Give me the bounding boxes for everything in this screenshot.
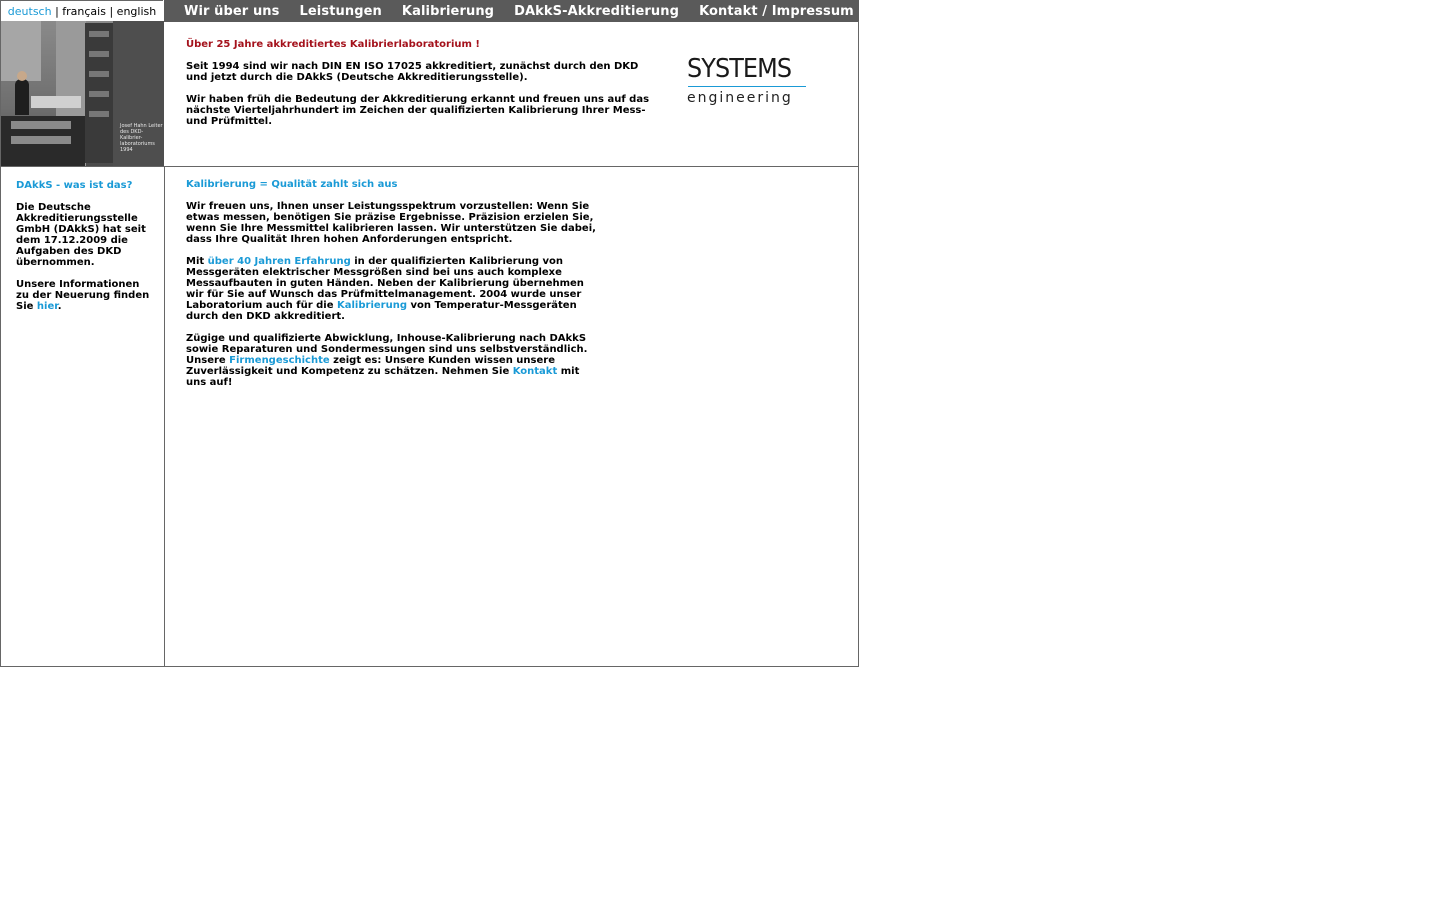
logo-engineering-text: engineering (687, 90, 793, 106)
header-paragraph-1: Seit 1994 sind wir nach DIN EN ISO 17025 akkreditiert, zunächst durch den DKD und jetzt durch die DAkkS (Deutsche Akkreditierungsstelle). (186, 61, 639, 83)
lang-separator: | (51, 5, 63, 18)
sidebar-paragraph-2-end: . (57, 301, 62, 312)
header-paragraph-2: Wir haben früh die Bedeutung der Akkreditierung erkannt und freuen uns auf das nächste Vierteljahrhundert im Zeichen der qualifizierten Kalibrierung Ihrer Mess- und Prüfmittel. (186, 94, 650, 127)
sidebar-hier-link[interactable]: hier (36, 301, 58, 312)
erfahrung-link[interactable]: über 40 Jahren Erfahrung (207, 256, 351, 267)
lang-english-link[interactable]: english (116, 5, 157, 18)
lang-francais-link[interactable]: français (62, 5, 106, 18)
nav-leistungen[interactable]: Leistungen (299, 3, 382, 19)
header-headline: Über 25 Jahre akkreditiertes Kalibrierlaboratorium ! (186, 39, 480, 50)
nav-kalibrierung[interactable]: Kalibrierung (401, 3, 495, 19)
sidebar-content (16, 180, 151, 323)
language-switcher (0, 0, 163, 21)
main-paragraph-2-text-b: in der qualifizierten Kalibrierung von Messgeräten elektrischer Messgrößen sind bei uns auch komplexe Messaufbauten in guten Händen. Neben der Kalibrierung übernehmen wir für Sie auf Wunsch das Prüfmittelmanagement. 2004 wurde unser Laboratorium auch für die (186, 256, 584, 311)
page (0, 0, 859, 667)
sidebar-paragraph-2-text: Unsere Informationen zu der Neuerung finden Sie (16, 279, 150, 312)
main-paragraph-2-text-c: von Temperatur-Messgeräten durch den DKD akkreditiert. (186, 300, 577, 322)
main-title: Kalibrierung = Qualität zahlt sich aus (186, 179, 398, 190)
lang-deutsch-link[interactable]: deutsch (7, 5, 52, 18)
sidebar-paragraph-2 (16, 279, 151, 312)
nav-wir-ueber-uns[interactable]: Wir über uns (184, 3, 280, 19)
nav-kontakt-impressum[interactable]: Kontakt / Impressum (699, 3, 854, 19)
logo-systems-text: SYSTEMS (687, 54, 792, 84)
logo-rule (688, 86, 806, 87)
main-paragraph-3 (186, 333, 601, 388)
lang-separator: | (105, 5, 117, 18)
nav-dakks-akkreditierung[interactable]: DAkkS-Akkreditierung (514, 3, 680, 19)
main-paragraph-2 (186, 256, 601, 322)
main-paragraph-3-text-b: zeigt es: Unsere Kunden wissen unsere Zuverlässigkeit und Kompetenz zu schätzen. Nehmen Sie (186, 355, 555, 377)
main-content (164, 166, 859, 667)
main-paragraph-3-text-c: mit uns auf! (186, 366, 580, 388)
company-logo (687, 55, 809, 111)
kontakt-link[interactable]: Kontakt (512, 366, 558, 377)
photo-caption: Josef Hahn Leiter des DKD-Kalibrier-laboratoriums 1994 (120, 123, 163, 153)
main-navigation (164, 0, 859, 22)
sidebar-title: DAkkS - was ist das? (16, 180, 133, 191)
kalibrierung-link[interactable]: Kalibrierung (337, 300, 407, 311)
main-paragraph-3-text-a: Zügige und qualifizierte Abwicklung, Inhouse-Kalibrierung nach DAkkS sowie Reparaturen und Sondermessungen sind uns selbstverständlich. Unsere (186, 333, 588, 366)
main-paragraph-2-text-a: Mit (186, 256, 208, 267)
sidebar (0, 166, 165, 667)
sidebar-paragraph-1: Die Deutsche Akkreditierungsstelle GmbH (DAkkS) hat seit dem 17.12.2009 die Aufgaben des DKD übernommen. (16, 202, 146, 268)
main-content-inner (186, 179, 601, 399)
header-photo (0, 21, 164, 166)
header-intro (186, 39, 656, 138)
firmengeschichte-link[interactable]: Firmengeschichte (229, 355, 330, 366)
header-section (164, 21, 859, 167)
main-paragraph-1: Wir freuen uns, Ihnen unser Leistungsspektrum vorzustellen: Wenn Sie etwas messen, benötigen Sie präzise Ergebnisse. Präzision erzielen Sie, wenn Sie Ihre Messmittel kalibrieren lassen. Wir unterstützen Sie dabei, dass Ihre Qualität Ihren hohen Anforderungen entspricht. (186, 201, 596, 245)
